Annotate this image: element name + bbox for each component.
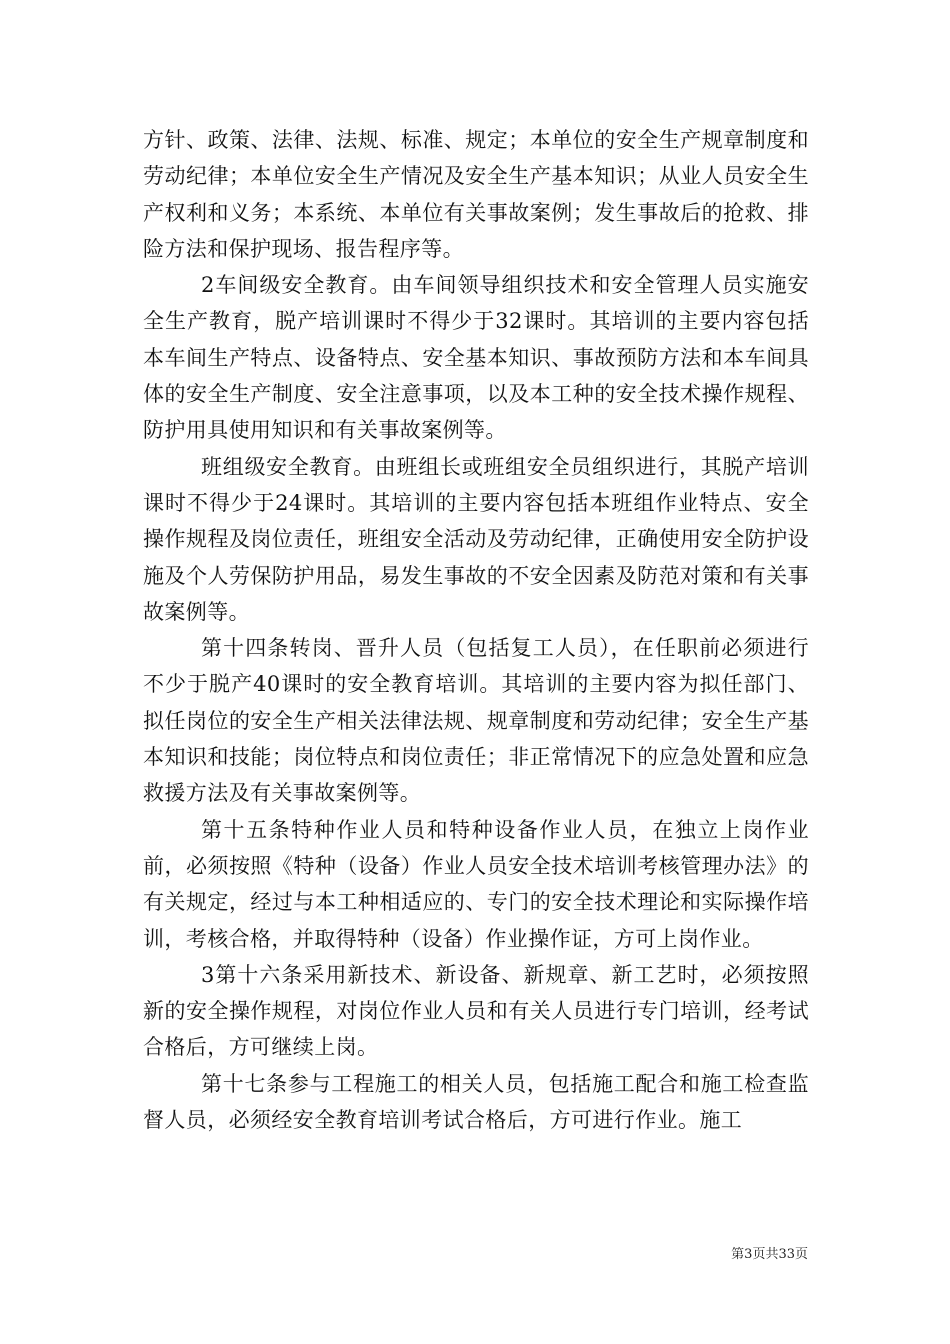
- paragraph-article-14: 第十四条转岗、晋升人员（包括复工人员），在任职前必须进行不少于脱产40课时的安全教育培训。其培训的主要内容为拟任部门、拟任岗位的安全生产相关法律法规、规章制度和劳动纪律；安全生产基本知识和技能；岗位特点和岗位责任；非正常情况下的应急处置和应急救援方法及有关事故案例等。: [143, 636, 809, 806]
- paragraph-continuation: 方针、政策、法律、法规、标准、规定；本单位的安全生产规章制度和劳动纪律；本单位安全生产情况及安全生产基本知识；从业人员安全生产权利和义务；本系统、本单位有关事故案例；发生事故后的抢救、排险方法和保护现场、报告程序等。: [143, 128, 809, 261]
- paragraph-article-17: 第十七条参与工程施工的相关人员，包括施工配合和施工检查监督人员，必须经安全教育培训考试合格后，方可进行作业。施工: [143, 1071, 809, 1133]
- paragraph-team-training: 班组级安全教育。由班组长或班组安全员组织进行，其脱产培训课时不得少于24课时。其培训的主要内容包括本班组作业特点、安全操作规程及岗位责任，班组安全活动及劳动纪律，正确使用安全防护设施及个人劳保防护用品，易发生事故的不安全因素及防范对策和有关事故案例等。: [143, 454, 809, 624]
- paragraph-workshop-training: 2车间级安全教育。由车间领导组织技术和安全管理人员实施安全生产教育，脱产培训课时不得少于32课时。其培训的主要内容包括本车间生产特点、设备特点、安全基本知识、事故预防方法和本车间具体的安全生产制度、安全注意事项，以及本工种的安全技术操作规程、防护用具使用知识和有关事故案例等。: [143, 273, 809, 443]
- paragraph-article-16: 3第十六条采用新技术、新设备、新规章、新工艺时，必须按照新的安全操作规程，对岗位作业人员和有关人员进行专门培训，经考试合格后，方可继续上岗。: [143, 962, 809, 1060]
- document-body: [143, 122, 809, 1138]
- page-number: 第3页共33页: [731, 1247, 808, 1262]
- paragraph-article-15: 第十五条特种作业人员和特种设备作业人员，在独立上岗作业前，必须按照《特种（设备）作业人员安全技术培训考核管理办法》的有关规定，经过与本工种相适应的、专门的安全技术理论和实际操作培训，考核合格，并取得特种（设备）作业操作证，方可上岗作业。: [143, 817, 809, 951]
